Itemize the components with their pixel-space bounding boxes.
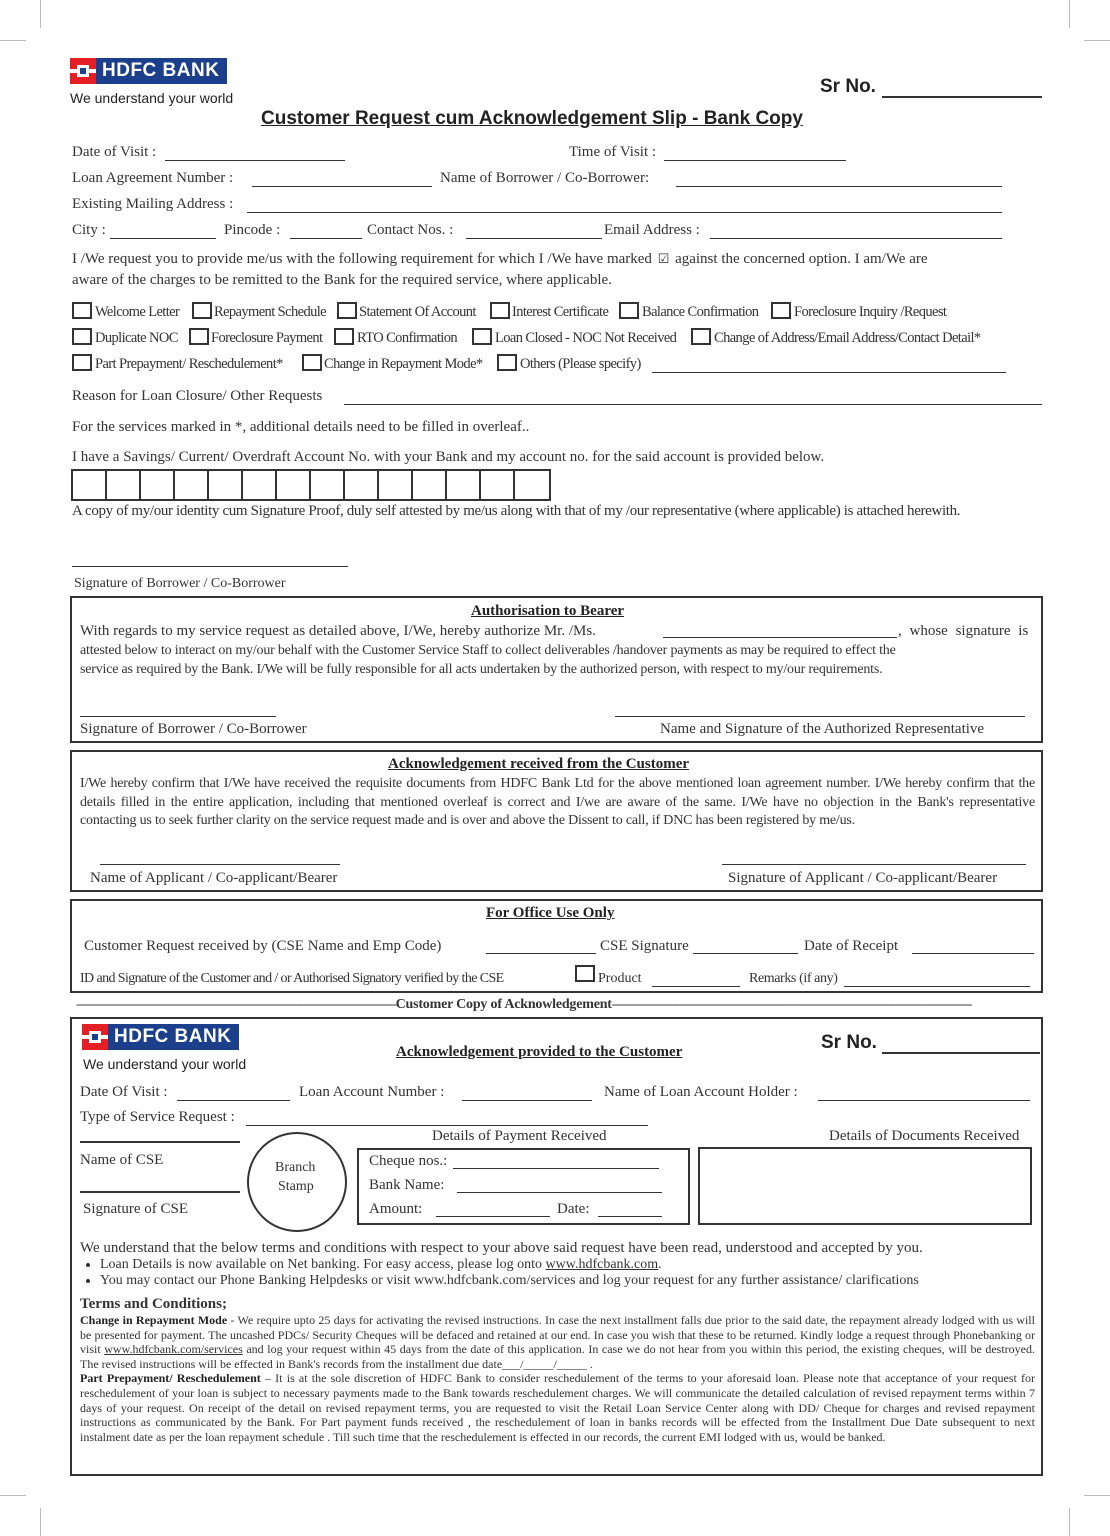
cheque-nos-label: Cheque nos.: (369, 1153, 448, 1169)
authorisation-line2: attested below to interact on my/our behalf with the Customer Service Staff to collect deliverables /handover payments as may be required to effect the (80, 643, 896, 658)
option-duplicate-noc: Duplicate NOC (95, 330, 178, 346)
checkbox-change-of-address[interactable] (691, 328, 711, 345)
authorisation-line3: service as required by the Bank. I/We will be fully responsible for all acts undertaken by the authorized person, with respect to my/our requirements. (80, 662, 883, 677)
cse-signature-field[interactable] (693, 953, 798, 954)
hdfcbank-link[interactable]: www.hdfcbank.com (545, 1257, 659, 1272)
authorisation-line1-tail: , whose signature is (898, 623, 1029, 639)
info-bullets (80, 1257, 1060, 1289)
account-digit-cell[interactable] (311, 471, 345, 499)
tagline: We understand your world (83, 1056, 247, 1072)
cc-account-holder-label: Name of Loan Account Holder : (604, 1084, 798, 1100)
borrower-name-label: Name of Borrower / Co-Borrower: (440, 170, 650, 186)
applicant-signature-field[interactable] (722, 864, 1026, 865)
customer-sr-no-field[interactable] (882, 1052, 1040, 1054)
customer-copy-label: Customer Copy of Acknowledgement (395, 997, 612, 1012)
others-specify-field[interactable] (652, 372, 1006, 373)
payment-heading: Details of Payment Received (432, 1128, 607, 1144)
overleaf-note: For the services marked in *, additional details need to be filled in overleaf.. (72, 419, 530, 435)
cc-loan-account-number-field[interactable] (462, 1100, 592, 1101)
city-label: City : (72, 222, 106, 238)
page-title: Customer Request cum Acknowledgement Slip - Bank Copy (261, 108, 803, 129)
applicant-signature-label: Signature of Applicant / Co-applicant/Bearer (728, 870, 998, 886)
cse-name-label: Name of CSE (80, 1152, 164, 1168)
checkbox-duplicate-noc[interactable] (72, 328, 92, 345)
sr-no-label: Sr No. (820, 76, 876, 97)
authorisation-heading: Authorisation to Bearer (471, 603, 625, 619)
reason-label: Reason for Loan Closure/ Other Requests (72, 388, 323, 404)
account-digit-cell[interactable] (515, 471, 549, 499)
understand-text: We understand that the below terms and conditions with respect to your above said request have been read, understood and accepted by you. (80, 1240, 923, 1256)
term-part-prepayment-title: Part Prepayment/ Reschedulement (80, 1371, 261, 1386)
checkbox-balance-confirmation[interactable] (619, 302, 639, 319)
checkbox-rto-confirmation[interactable] (334, 328, 354, 345)
checked-box-icon: ☑ (657, 252, 670, 267)
auth-borrower-signature-label: Signature of Borrower / Co-Borrower (80, 721, 307, 737)
bullet-item (100, 1257, 1060, 1273)
account-digit-cell[interactable] (107, 471, 141, 499)
cc-service-request-label: Type of Service Request : (80, 1109, 235, 1125)
date-of-visit-field[interactable] (165, 160, 345, 161)
account-digit-cell[interactable] (243, 471, 277, 499)
option-interest-certificate: Interest Certificate (512, 304, 609, 320)
mailing-address-label: Existing Mailing Address : (72, 196, 234, 212)
date-of-receipt-field[interactable] (912, 953, 1034, 954)
received-by-field[interactable] (486, 953, 596, 954)
request-intro-line2: aware of the charges to be remitted to the Bank for the required service, where applicable. (72, 272, 612, 288)
cse-signature-label-cc: Signature of CSE (83, 1201, 188, 1217)
checkbox-others[interactable] (497, 354, 517, 371)
option-repayment-schedule: Repayment Schedule (214, 304, 327, 320)
hdfc-logo-icon (70, 58, 96, 84)
loan-agreement-number-field[interactable] (252, 186, 432, 187)
bullet-text: You may contact our Phone Banking Helpdesks or visit www.hdfcbank.com/services and log your request for any further assistance/ clarifications (100, 1273, 919, 1288)
cse-signature-field-cc[interactable] (80, 1191, 240, 1193)
terms-body (80, 1313, 1035, 1444)
customer-sr-no-label: Sr No. (821, 1032, 877, 1053)
hdfc-logo-customer-copy (82, 1024, 239, 1050)
checkbox-part-prepayment[interactable] (72, 354, 92, 371)
checkbox-foreclosure-payment[interactable] (189, 328, 209, 345)
loan-agreement-number-label: Loan Agreement Number : (72, 170, 234, 186)
option-change-of-address: Change of Address/Email Address/Contact Detail* (714, 330, 981, 346)
reason-field[interactable] (344, 404, 1042, 405)
tagline: We understand your world (70, 90, 234, 106)
request-intro-text-b: against the concerned option. I am/We are (675, 251, 928, 267)
option-rto-confirmation: RTO Confirmation (357, 330, 458, 346)
checkbox-repayment-schedule[interactable] (192, 302, 212, 319)
applicant-name-label: Name of Applicant / Co-applicant/Bearer (90, 870, 338, 886)
bank-name: HDFC BANK (102, 60, 220, 81)
amount-field[interactable] (436, 1216, 550, 1217)
cc-service-request-field[interactable] (246, 1125, 648, 1126)
account-statement: I have a Savings/ Current/ Overdraft Account No. with your Bank and my account no. for the said account is provided below. (72, 449, 825, 465)
option-welcome-letter: Welcome Letter (95, 304, 180, 320)
option-statement-of-account: Statement Of Account (359, 304, 476, 320)
crop-mark (0, 40, 26, 41)
checkbox-change-repayment-mode[interactable] (302, 354, 322, 371)
account-digit-cell[interactable] (379, 471, 413, 499)
request-intro-line1 (72, 251, 928, 268)
branch-stamp-line2: Stamp (278, 1179, 314, 1194)
option-loan-closed-noc: Loan Closed - NOC Not Received (495, 330, 677, 346)
option-others: Others (Please specify) (520, 356, 641, 372)
cc-loan-account-number-label: Loan Account Number : (299, 1084, 445, 1100)
customer-copy-title: Acknowledgement provided to the Customer (396, 1044, 683, 1060)
identity-statement: A copy of my/our identity cum Signature Proof, duly self attested by me/us along with that of my /our representative (where applicable) is attached herewith. (72, 503, 961, 519)
cse-name-field[interactable] (80, 1141, 240, 1143)
bullet-text: Loan Details is now available on Net banking. For easy access, please log onto (100, 1257, 546, 1272)
contact-nos-label: Contact Nos. : (367, 222, 454, 238)
customer-copy-divider: ------------------------------------------------------------------------------------------------Customer Copy of Acknowledgement------------------------------------------------------------------------------------------------------------ (76, 996, 972, 1012)
city-field[interactable] (110, 238, 216, 239)
bullet-item (100, 1273, 1060, 1289)
representative-signature-field[interactable] (615, 716, 1025, 717)
product-field[interactable] (652, 986, 740, 987)
account-digit-cell[interactable] (413, 471, 447, 499)
payment-date-label: Date: (557, 1201, 590, 1217)
authorisation-line1 (80, 623, 596, 640)
documents-received-box[interactable] (698, 1147, 1032, 1225)
borrower-signature-field[interactable] (72, 566, 348, 567)
date-of-receipt-label: Date of Receipt (804, 938, 899, 954)
checkbox-interest-certificate[interactable] (490, 302, 510, 319)
account-digit-cell[interactable] (175, 471, 209, 499)
option-foreclosure-payment: Foreclosure Payment (211, 330, 323, 346)
account-digit-cell[interactable] (277, 471, 311, 499)
term-change-repayment-text: - We require upto 25 days for activating the revised instructions. In case the next installment falls due prior to the said date, the repayment already lodged with us will be presented for payment. The uncashed PDCs/ Security Cheques will be defaced and retained at our end. In case you wish that these to be returned. Kindly lodge a request through Phonebanking or visit (80, 1313, 1035, 1357)
bank-name-label: Bank Name: (369, 1177, 445, 1193)
id-verified-checkbox[interactable] (575, 965, 595, 982)
email-address-label: Email Address : (604, 222, 700, 238)
representative-signature-label: Name and Signature of the Authorized Representative (660, 721, 985, 737)
crop-mark (1084, 1495, 1110, 1496)
account-digit-cell[interactable] (481, 471, 515, 499)
term-change-repayment-title: Change in Repayment Mode (80, 1313, 228, 1327)
authorisation-text: With regards to my service request as detailed above, I/We, hereby authorize Mr. /Ms. (80, 623, 596, 639)
cheque-nos-field[interactable] (453, 1168, 659, 1169)
crop-mark (40, 1508, 41, 1536)
terms-heading: Terms and Conditions; (80, 1296, 227, 1312)
acknowledgement-received-body: I/We hereby confirm that I/We have received the requisite documents from HDFC Bank Ltd for the above mentioned loan agreement number. I/We hereby confirm that the details filled in the entire application, including that mentioned overleaf is correct and I/we are aware of the same. I/We have no objection in the Bank's representative contacting us to seek further clarity on the service request made and is over and above the Dissent to call, if DNC has been registered by me/us. (80, 776, 1035, 828)
branch-stamp-line1: Branch (275, 1160, 316, 1175)
payment-date-field[interactable] (598, 1216, 662, 1217)
checkbox-statement-of-account[interactable] (337, 302, 357, 319)
auth-borrower-signature-field[interactable] (80, 716, 276, 717)
crop-mark (40, 0, 41, 28)
crop-mark (0, 1495, 26, 1496)
account-digit-cell[interactable] (209, 471, 243, 499)
services-link[interactable]: www.hdfcbank.com/services (104, 1342, 243, 1357)
acknowledgement-received-heading: Acknowledgement received from the Customer (388, 756, 690, 772)
request-intro-text: I /We request you to provide me/us with the following requirement for which I /We have marked (72, 251, 652, 267)
crop-mark (1069, 1508, 1070, 1536)
applicant-name-field[interactable] (100, 864, 340, 865)
cc-date-of-visit-field[interactable] (177, 1100, 290, 1101)
sr-no-field[interactable] (882, 96, 1042, 98)
option-change-repayment-mode: Change in Repayment Mode* (324, 356, 483, 372)
hdfc-logo (70, 58, 227, 84)
account-number-cells[interactable] (71, 469, 551, 501)
option-part-prepayment: Part Prepayment/ Reschedulement* (95, 356, 283, 372)
checkbox-foreclosure-inquiry[interactable] (771, 302, 791, 319)
mailing-address-field[interactable] (247, 212, 1002, 213)
id-verified-label: ID and Signature of the Customer and / or Authorised Signatory verified by the CSE (80, 971, 504, 986)
borrower-signature-label: Signature of Borrower / Co-Borrower (74, 576, 286, 591)
contact-nos-field[interactable] (466, 238, 602, 239)
email-address-field[interactable] (710, 238, 1002, 239)
amount-label: Amount: (369, 1201, 423, 1217)
cc-date-of-visit-label: Date Of Visit : (80, 1084, 168, 1100)
cc-account-holder-field[interactable] (818, 1100, 1030, 1101)
hdfc-logo-icon (82, 1024, 108, 1050)
time-of-visit-label: Time of Visit : (569, 144, 657, 160)
pincode-label: Pincode : (224, 222, 281, 238)
account-digit-cell[interactable] (345, 471, 379, 499)
checkbox-loan-closed-noc[interactable] (472, 328, 492, 345)
date-of-visit-label: Date of Visit : (72, 144, 157, 160)
bank-name-field[interactable] (457, 1192, 662, 1193)
remarks-field[interactable] (844, 986, 1030, 987)
time-of-visit-field[interactable] (664, 160, 846, 161)
account-digit-cell[interactable] (73, 471, 107, 499)
documents-heading: Details of Documents Received (829, 1128, 1020, 1144)
received-by-label: Customer Request received by (CSE Name and Emp Code) (84, 938, 442, 954)
account-digit-cell[interactable] (447, 471, 481, 499)
term-change-repayment-text-b: and log your request within 45 days from the date of this application. In case we do not hear from you within this period, the existing cheques, will be destroyed. The revised instructions will be effected in Bank's records from the installment due date___/_____/_____ . (80, 1342, 1036, 1371)
crop-mark (1084, 40, 1110, 41)
office-use-heading: For Office Use Only (486, 905, 615, 921)
term-part-prepayment-text: – It is at the sole discretion of HDFC Bank to consider reschedulement of the terms to your aforesaid loan. Please note that acceptance of your request for reschedulement of your loan is subject to necessary payments made to the Bank towards reschedulement charges. We will communicate the detailed calculation of revised repayment terms within 7 days of your request. On receipt of the detail on revised repayment terms, you are requested to visit the Retail Loan Service Center along with DD/ Cheque for charges and revised repayment instructions as communicated by the Bank. For Part payment funds received , the reschedulement of loan in banks records will be effected from the Installment Due Date subsequent to next instalment date as per the loan repayment schedule . Till such time that the reschedulement is effected in our records, the current EMI lodged with us, would be banked. (80, 1371, 1035, 1444)
bullet-tail: . (658, 1257, 662, 1272)
remarks-label: Remarks (if any) (749, 971, 838, 986)
bank-name: HDFC BANK (114, 1026, 232, 1047)
authorized-person-field[interactable] (663, 637, 897, 638)
checkbox-welcome-letter[interactable] (72, 302, 92, 319)
crop-mark (1069, 0, 1070, 28)
borrower-name-field[interactable] (676, 186, 1002, 187)
product-label: Product (598, 971, 642, 986)
account-digit-cell[interactable] (141, 471, 175, 499)
cse-signature-label: CSE Signature (600, 938, 689, 954)
option-balance-confirmation: Balance Confirmation (642, 304, 759, 320)
pincode-field[interactable] (290, 238, 362, 239)
option-foreclosure-inquiry: Foreclosure Inquiry /Request (794, 304, 947, 320)
